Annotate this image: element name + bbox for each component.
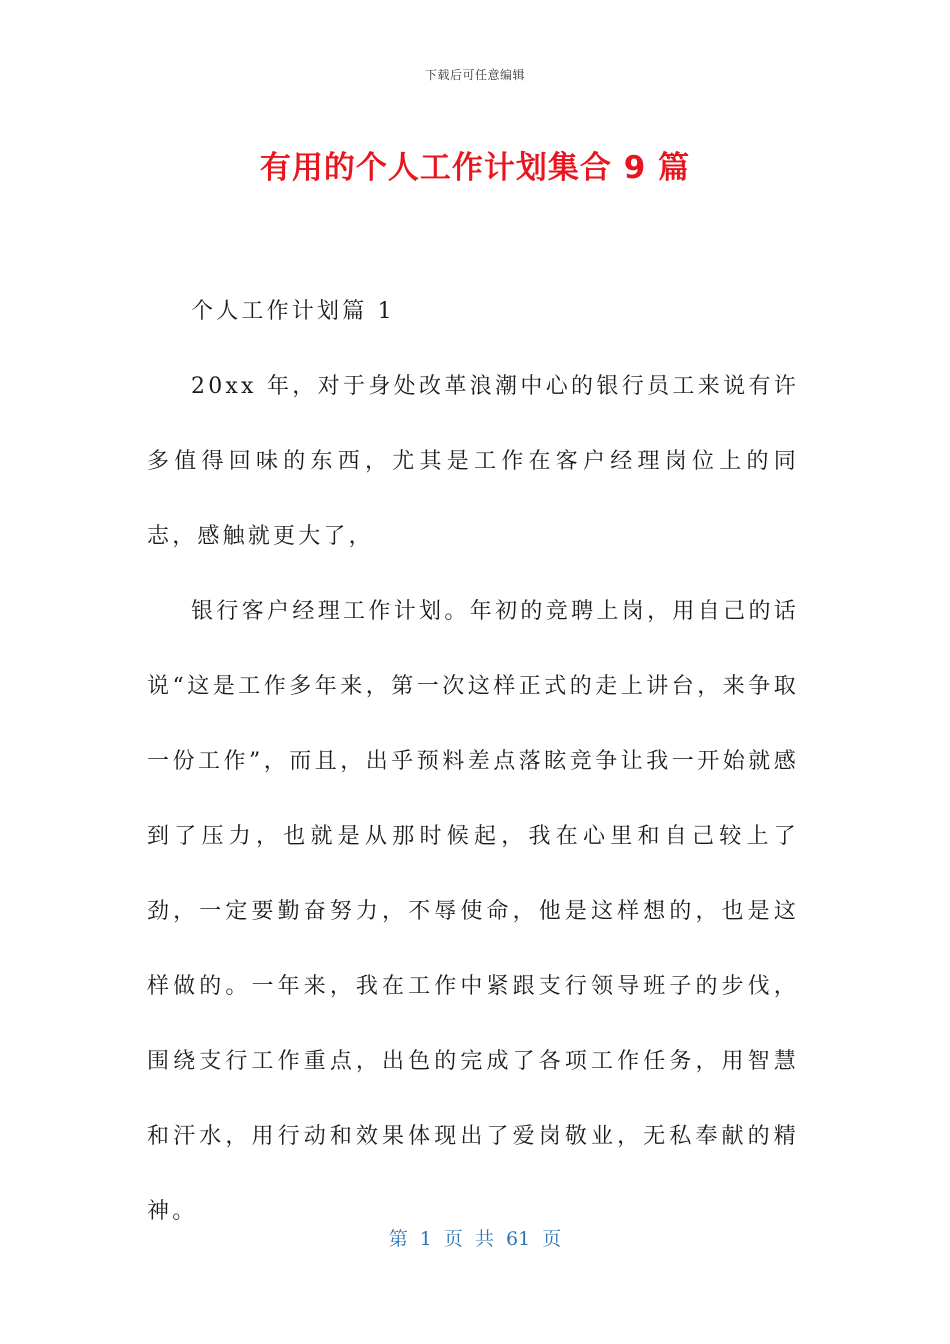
paragraph: 银行客户经理工作计划。年初的竞聘上岗，用自己的话说“这是工作多年来，第一次这样正式的走上讲台，来争取一份工作”，而且，出乎预料差点落眩竞争让我一开始就感到了压力，也就是从那时候起，我在心里和自己较上了劲，一定要勤奋努力，不辱使命，他是这样想的，也是这样做的。一年来，我在工作中紧跟支行领导班子的步伐，围绕支行工作重点，出色的完成了各项工作任务，用智慧和汗水，用行动和效果体现出了爱岗敬业，无私奉献的精神。 bbox=[147, 599, 799, 1224]
document-title: 有用的个人工作计划集合 9 篇 bbox=[259, 150, 691, 186]
section-heading: 个人工作计划篇 1 bbox=[191, 299, 395, 324]
paragraph: 20xx 年，对于身处改革浪潮中心的银行员工来说有许多值得回味的东西，尤其是工作在客户经理岗位上的同志，感触就更大了， bbox=[147, 374, 799, 549]
page-number-footer: 第 1 页 共 61 页 bbox=[388, 1228, 562, 1250]
header-note: 下载后可任意编辑 bbox=[424, 68, 525, 82]
document-body bbox=[147, 274, 799, 1249]
